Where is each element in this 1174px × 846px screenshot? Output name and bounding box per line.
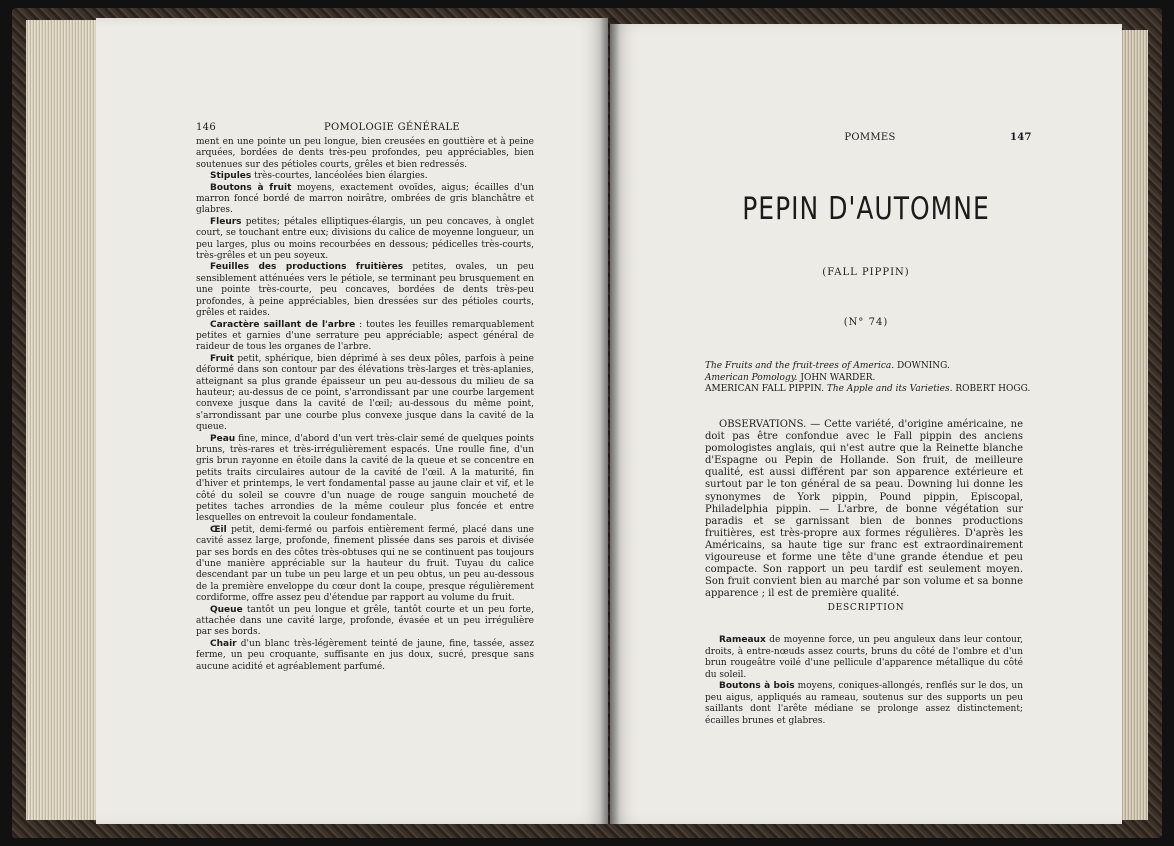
entry-term: Fruit	[210, 353, 234, 364]
book-gutter	[600, 18, 620, 824]
paragraph: Rameaux de moyenne force, un peu anguleux dans leur contour, droits, à entre-nœuds assez courts, bruns du côté de l'ombre et d'un brun rougeâtre voilé d'une pellicule d'apparence métallique du côté du soleil.	[705, 635, 1023, 680]
entry-term: Œil	[210, 524, 227, 535]
entry-term: Caractère saillant de l'arbre	[210, 319, 356, 330]
entry-term: Stipules	[210, 171, 252, 182]
paragraph: Peau fine, mince, d'abord d'un vert très-clair semé de quelques points bruns, très-rares et très-irrégulièrement espacés. Une roulle fine, d'un gris brun rayonne en étoile dans la cavité de la queue et se concentre en petits traits circulaires autour de la cavité de l'œil. A la maturité, fin d'hiver et printemps, le vert fondamental passe au jaune clair et vif, et le côté du soleil se couvre d'un nuage de rouge sanguin moucheté de petites taches arrondies de la même couleur plus foncée et entre lesquelles on entrevoit la couleur fondamentale.	[196, 433, 534, 524]
entry-term: Boutons à bois	[719, 681, 795, 691]
right-page-edges	[1118, 30, 1148, 820]
variety-subtitle: (FALL PIPPIN)	[822, 267, 910, 278]
references	[705, 361, 1035, 396]
paragraph: Caractère saillant de l'arbre : toutes les feuilles remarquablement petites et garnies d'une serrature peu appréciable; aspect général de raideur de tous les organes de l'arbre.	[196, 319, 534, 353]
paragraph: Fruit petit, sphérique, bien déprimé à ses deux pôles, parfois à peine déformé dans son contour par des élévations très-larges et très-aplanies, atteignant sa plus grande épaisseur un peu au-dessous du milieu de sa hauteur; au-dessus de ce point, s'arrondissant par une courbe largement convexe jusque dans la cavité de l'œil; au-dessous du même point, s'arrondissant par une courbe plus convexe jusque dans la cavité de la queue.	[196, 353, 534, 433]
paragraph: Queue tantôt un peu longue et grêle, tantôt courte et un peu forte, attachée dans une cavité large, profonde, évasée et un peu irrégulière par ses bords.	[196, 604, 534, 638]
entry-term: Peau	[210, 433, 236, 444]
running-title: POMOLOGIE GÉNÉRALE	[323, 122, 461, 133]
section-title: DESCRIPTION	[827, 603, 905, 613]
paragraph: Chair d'un blanc très-légèrement teinté de jaune, fine, tassée, assez ferme, un peu croquante, suffisante en jus doux, sucré, presque sans aucune acidité et agréablement parfumé.	[196, 638, 534, 672]
paragraph: Feuilles des productions fruitières petites, ovales, un peu sensiblement atténuées vers le pétiole, se terminant peu brusquement en une pointe très-courte, peu concaves, bordées de dents très-peu profondes, à peine appréciables, bien dressées sur des pétioles courts, grêles et raides.	[196, 262, 534, 319]
page-number: 147	[1010, 132, 1032, 143]
paragraph: Stipules très-courtes, lancéolées bien élargies.	[210, 171, 428, 182]
reference-line: American Pomology. JOHN WARDER.	[705, 372, 876, 383]
paragraph: ment en une pointe un peu longue, bien creusées en gouttière et à peine arquées, bordées de dents très-peu profondes, peu appréciables, bien soutenues sur des pétioles courts, grêles et bien redressés.	[196, 137, 534, 170]
entry-term: Rameaux	[719, 635, 766, 645]
entry-term: Fleurs	[210, 216, 242, 227]
left-text-column	[196, 137, 534, 673]
variety-number: (N° 74)	[843, 317, 889, 328]
paragraph: Boutons à fruit moyens, exactement ovoïdes, aigus; écailles d'un marron foncé bordé de marron noirâtre, ombrées de gris blanchâtre et glabres.	[196, 182, 534, 216]
entry-term: Feuilles des productions fruitières	[210, 262, 404, 273]
paragraph: Boutons à bois moyens, coniques-allongés, renflés sur le dos, un peu aigus, appliqués au rameau, soutenus sur des supports un peu saillants dont l'arête médiane se prolonge assez distinctement; écailles brunes et glabres.	[705, 681, 1023, 726]
observations	[705, 419, 1023, 600]
entry-term: Chair	[210, 638, 237, 649]
left-page-edges	[26, 20, 100, 820]
entry-term: Boutons à fruit	[210, 182, 292, 193]
variety-title: PEPIN D'AUTOMNE	[742, 190, 990, 227]
paragraph: Fleurs petites; pétales elliptiques-élargis, un peu concaves, à onglet court, se touchant entre eux; divisions du calice de moyenne longueur, un peu larges, plus ou moins recourbées en dessous; pédicelles très-courts, très-grêles et un peu soyeux.	[196, 216, 534, 262]
observations-paragraph: OBSERVATIONS. — Cette variété, d'origine américaine, ne doit pas être confondue avec le Fall pippin des anciens pomologistes anglais, qui n'est autre que la Reinette blanche d'Espagne ou Pepin de Hollande. Son fruit, de meilleure qualité, est aussi différent par son apparence extérieure et surtout par le ton général de sa peau. Downing lui donne les synonymes de York pippin, Pound pippin, Episcopal, Philadelphia pippin. — L'arbre, de bonne végétation sur paradis et se garnissant bien de bonnes productions fruitières, est très-propre aux formes régulières. D'après les Américains, sa haute tige sur franc est extraordinairement vigoureuse et forme une tête d'une grande étendue et peu compacte. Son rapport un peu tardif est seulement moyen. Son fruit convient bien au marché par son volume et sa bonne apparence ; il est de première qualité.	[705, 419, 1023, 600]
description	[705, 635, 1023, 727]
running-title: POMMES	[844, 132, 896, 143]
page-number: 146	[196, 122, 216, 133]
left-page	[96, 18, 608, 824]
right-page	[610, 24, 1122, 824]
reference-line: The Fruits and the fruit-trees of America. DOWNING.	[705, 361, 950, 371]
reference-line: AMERICAN FALL PIPPIN. The Apple and its Varieties. ROBERT HOGG.	[705, 384, 1031, 394]
paragraph: Œil petit, demi-fermé ou parfois entièrement fermé, placé dans une cavité assez large, profonde, finement plissée dans ses parois et divisée par ses bords en des côtes très-obtuses qui ne se continuent pas toujours d'une manière appréciable sur la hauteur du fruit. Tuyau du calice descendant par un tube un peu large et un peu obtus, un peu au-dessous de la première enveloppe du cœur dont la coupe, presque régulièrement cordiforme, offre assez peu d'étendue par rapport au volume du fruit.	[196, 524, 534, 604]
entry-term: Queue	[210, 604, 243, 615]
